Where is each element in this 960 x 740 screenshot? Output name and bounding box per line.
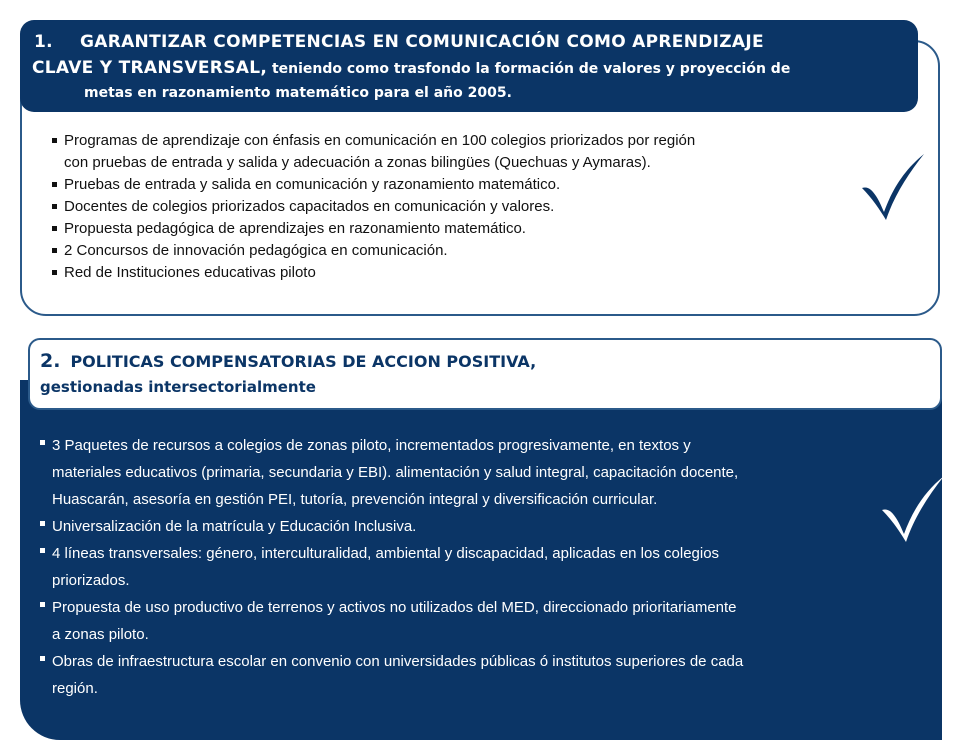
section1-number: 1. — [34, 32, 53, 52]
section1-title-text: GARANTIZAR COMPETENCIAS EN COMUNICACIÓN COMO APRENDIZAJE — [80, 32, 764, 52]
list-item-text: 4 líneas transversales: género, interculturalidad, ambiental y discapacidad, aplicadas en los colegios — [52, 545, 720, 562]
list-item — [38, 594, 918, 648]
section2-list — [38, 432, 918, 702]
section1-title-line1 — [34, 29, 918, 55]
section2-header — [28, 338, 942, 410]
list-item-text: Propuesta de uso productivo de terrenos y activos no utilizados del MED, direccionado prioritariamente — [52, 599, 737, 616]
list-item-text: Obras de infraestructura escolar en convenio con universidades públicas ó institutos superiores de cada — [52, 653, 744, 670]
checkmark-icon — [858, 150, 930, 222]
list-item: Pruebas de entrada y salida en comunicación y razonamiento matemático. — [50, 174, 850, 196]
list-item — [38, 540, 918, 594]
list-item — [50, 130, 850, 174]
section2-title-line2: gestionadas intersectorialmente — [40, 378, 316, 396]
list-item-text-cont: a zonas piloto. — [52, 626, 149, 643]
list-item-text-cont: materiales educativos (primaria, secundaria y EBI). alimentación y salud integral, capacitación docente, — [52, 464, 739, 481]
list-item — [38, 432, 918, 513]
list-item: Docentes de colegios priorizados capacitados en comunicación y valores. — [50, 196, 850, 218]
checkmark-icon — [878, 472, 950, 544]
list-item — [38, 648, 918, 702]
section1-list — [50, 130, 850, 284]
section1-header — [20, 20, 918, 112]
list-item-text-cont: Huascarán, asesoría en gestión PEI, tutoría, prevención integral y diversificación curricular. — [52, 491, 658, 508]
list-item: Universalización de la matrícula y Educación Inclusiva. — [38, 513, 918, 540]
list-item-text-cont: priorizados. — [52, 572, 130, 589]
list-item-text: Programas de aprendizaje con énfasis en comunicación en 100 colegios priorizados por región — [64, 132, 696, 149]
list-item: Red de Instituciones educativas piloto — [50, 262, 850, 284]
list-item-text-cont: región. — [52, 680, 98, 697]
section1-title-bold: CLAVE Y TRANSVERSAL, — [32, 58, 268, 78]
list-item: Propuesta pedagógica de aprendizajes en razonamiento matemático. — [50, 218, 850, 240]
section1-title-rest: teniendo como trasfondo la formación de valores y proyección de — [267, 61, 791, 77]
section2-title-line1 — [40, 348, 940, 375]
section2-title-text: POLITICAS COMPENSATORIAS DE ACCION POSITIVA, — [70, 352, 537, 371]
section2-number: 2. — [40, 350, 61, 372]
list-item-text: 3 Paquetes de recursos a colegios de zonas piloto, incrementados progresivamente, en textos y — [52, 437, 691, 454]
list-item: 2 Concursos de innovación pedagógica en comunicación. — [50, 240, 850, 262]
section1-title-line2 — [32, 55, 918, 82]
section1-title-line3: metas en razonamiento matemático para el año 2005. — [84, 85, 512, 101]
list-item-text-cont: con pruebas de entrada y salida y adecuación a zonas bilingües (Quechuas y Aymaras). — [64, 154, 651, 171]
